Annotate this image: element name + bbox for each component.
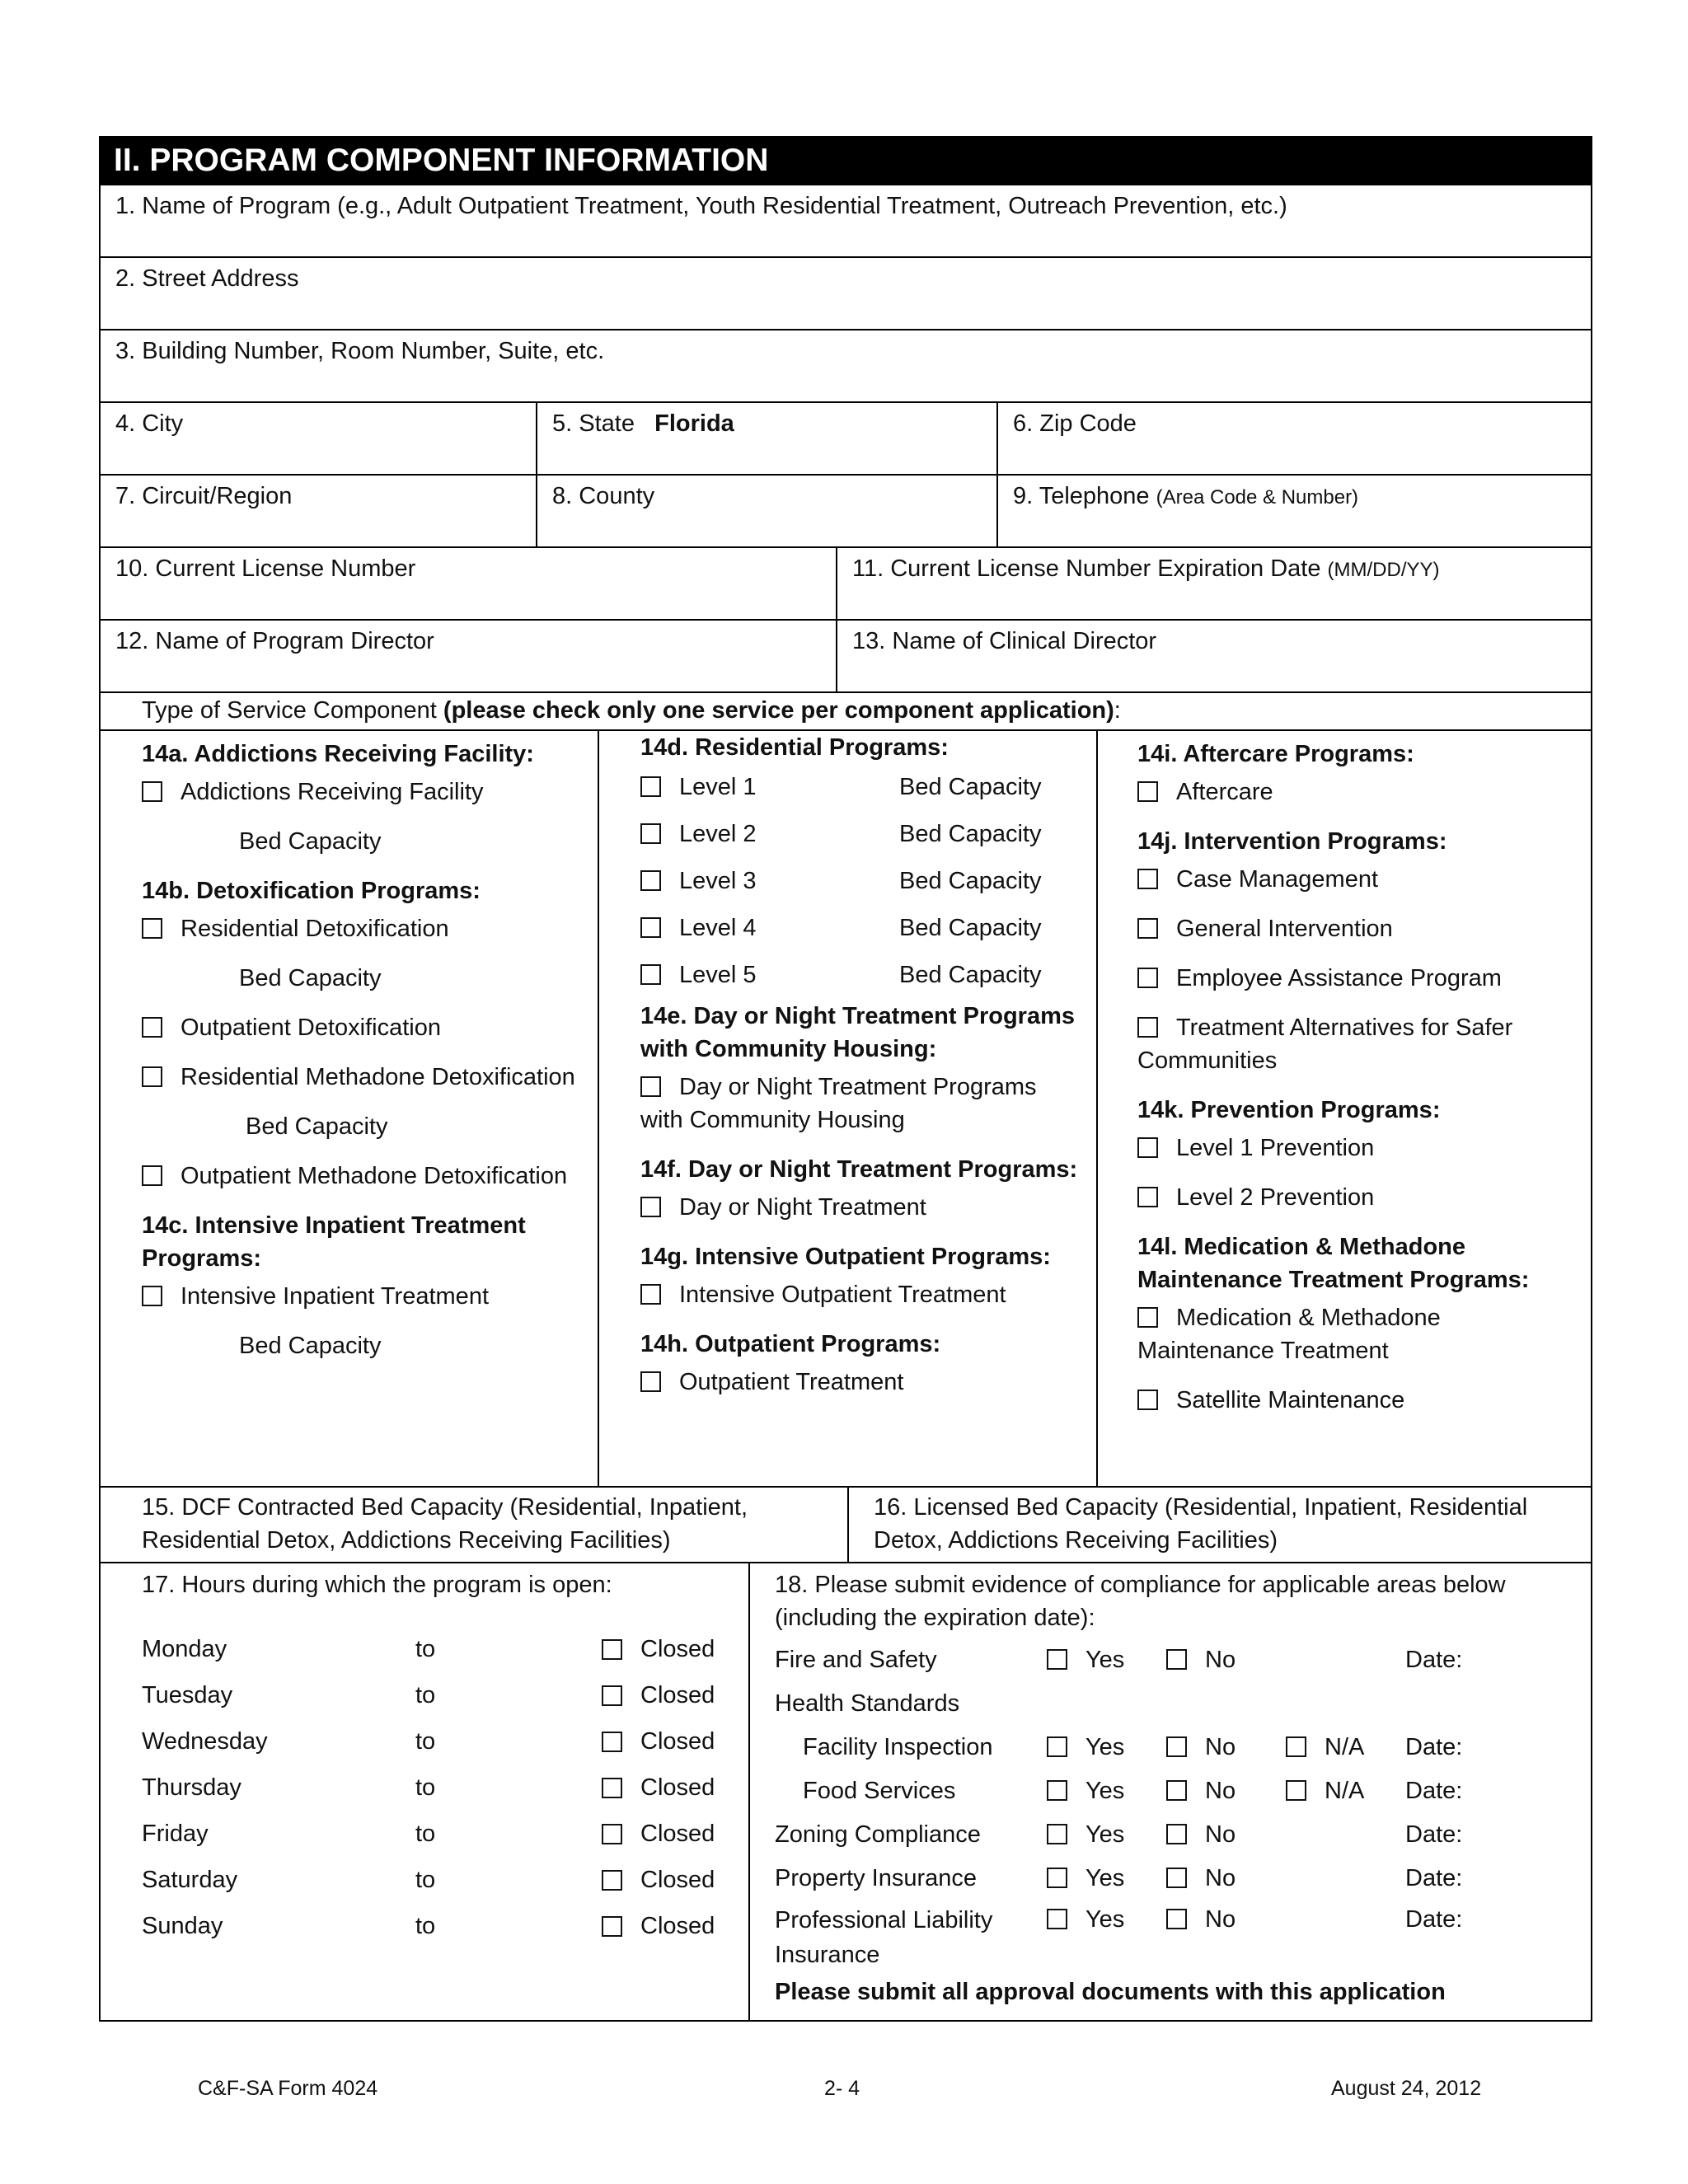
field-row-4 bbox=[101, 403, 1591, 476]
closed-label: Closed bbox=[640, 1774, 715, 1801]
service-column-3 bbox=[1096, 731, 1591, 1486]
option-day-night-housing[interactable] bbox=[640, 1071, 1083, 1137]
field-row-5 bbox=[101, 476, 1591, 548]
option-day-night[interactable] bbox=[640, 1191, 1083, 1224]
date-label: Date: bbox=[1405, 1821, 1463, 1848]
zip-code-field[interactable] bbox=[996, 403, 1591, 474]
to-label: to bbox=[415, 1728, 436, 1755]
to-label: to bbox=[415, 1867, 436, 1893]
checkbox[interactable] bbox=[640, 776, 661, 797]
yes-label: Yes bbox=[1085, 1864, 1125, 1891]
compliance-food-services bbox=[775, 1769, 1582, 1812]
heading-14e: 14e. Day or Night Treatment Programs with Community Housing: bbox=[640, 1003, 1075, 1062]
closed-label: Closed bbox=[640, 1913, 715, 1939]
compliance-item-label: Facility Inspection bbox=[803, 1733, 993, 1760]
option-label: General Intervention bbox=[1176, 916, 1393, 942]
zip-code-label: 6. Zip Code bbox=[1013, 410, 1137, 437]
heading-14l: 14l. Medication & Methadone Maintenance Treatment Programs: bbox=[1137, 1234, 1530, 1293]
option-label: Day or Night Treatment bbox=[679, 1194, 926, 1221]
option-level-4[interactable] bbox=[640, 912, 1083, 944]
option-level-1[interactable] bbox=[640, 771, 1083, 804]
day-label: Saturday bbox=[142, 1867, 238, 1893]
clinical-director-field[interactable] bbox=[836, 621, 1591, 691]
closed-checkbox[interactable] bbox=[602, 1685, 622, 1706]
license-number-label: 10. Current License Number bbox=[115, 555, 416, 582]
checkbox[interactable] bbox=[640, 823, 661, 844]
no-label: No bbox=[1205, 1777, 1236, 1804]
closed-checkbox[interactable] bbox=[602, 1732, 622, 1752]
checkbox[interactable] bbox=[640, 1197, 661, 1217]
option-label: Addictions Receiving Facility bbox=[181, 779, 484, 805]
field-row-1 bbox=[101, 185, 1591, 258]
no-checkbox[interactable] bbox=[1166, 1868, 1187, 1888]
no-label: No bbox=[1205, 1733, 1236, 1760]
to-label: to bbox=[415, 1913, 436, 1939]
day-label: Friday bbox=[142, 1821, 209, 1847]
option-general-intervention[interactable] bbox=[1137, 912, 1578, 945]
option-outpatient-detox[interactable] bbox=[142, 1011, 584, 1044]
telephone-label: 9. Telephone bbox=[1013, 483, 1150, 509]
checkbox[interactable] bbox=[1137, 968, 1158, 988]
checkbox[interactable] bbox=[142, 1066, 162, 1087]
checkbox[interactable] bbox=[640, 917, 661, 938]
option-label: Level 2 bbox=[679, 821, 757, 847]
option-label: Medication & Methadone Maintenance Treatment bbox=[1137, 1305, 1441, 1364]
date-label: Date: bbox=[1405, 1646, 1463, 1673]
checkbox[interactable] bbox=[1137, 1017, 1158, 1038]
checkbox[interactable] bbox=[142, 1286, 162, 1306]
checkbox[interactable] bbox=[1137, 869, 1158, 889]
no-checkbox[interactable] bbox=[1166, 1649, 1187, 1670]
city-label: 4. City bbox=[115, 410, 184, 437]
to-label: to bbox=[415, 1682, 436, 1708]
service-type-prefix: Type of Service Component bbox=[142, 697, 443, 724]
bed-capacity-label: Bed Capacity bbox=[899, 868, 1042, 894]
option-label: Satellite Maintenance bbox=[1176, 1387, 1405, 1413]
bed-capacity-label: Bed Capacity bbox=[239, 828, 382, 855]
hours-row-wednesday[interactable] bbox=[142, 1718, 740, 1765]
street-address-label: 2. Street Address bbox=[115, 265, 299, 292]
compliance-facility-inspection bbox=[775, 1725, 1582, 1769]
compliance-note: Please submit all approval documents with this application bbox=[775, 1979, 1446, 2005]
option-label: Outpatient Methadone Detoxification bbox=[181, 1163, 568, 1189]
no-label: No bbox=[1205, 1646, 1236, 1673]
compliance-zoning bbox=[775, 1812, 1582, 1856]
checkbox[interactable] bbox=[1137, 1137, 1158, 1158]
hours-row-thursday[interactable] bbox=[142, 1765, 740, 1811]
option-label: Outpatient Detoxification bbox=[181, 1015, 441, 1041]
hours-row-sunday[interactable] bbox=[142, 1903, 740, 1949]
checkbox[interactable] bbox=[1137, 1307, 1158, 1328]
street-address-field[interactable] bbox=[101, 258, 1591, 329]
field-row-7 bbox=[101, 621, 1591, 693]
checkbox[interactable] bbox=[640, 1284, 661, 1305]
compliance-item-label: Fire and Safety bbox=[775, 1646, 937, 1673]
checkbox[interactable] bbox=[1137, 918, 1158, 939]
option-label: Level 5 bbox=[679, 962, 757, 988]
form-frame bbox=[99, 185, 1592, 2022]
day-label: Tuesday bbox=[142, 1682, 233, 1708]
bed-capacity-row bbox=[101, 1488, 1591, 1563]
heading-14a: 14a. Addictions Receiving Facility: bbox=[142, 741, 534, 767]
hours-row-tuesday[interactable] bbox=[142, 1672, 740, 1718]
service-column-2 bbox=[598, 731, 1096, 1486]
day-label: Monday bbox=[142, 1636, 227, 1662]
compliance-section bbox=[748, 1563, 1591, 2020]
service-column-1 bbox=[101, 731, 598, 1486]
program-name-field[interactable] bbox=[101, 185, 1591, 256]
program-director-label: 12. Name of Program Director bbox=[115, 628, 434, 654]
checkbox[interactable] bbox=[142, 781, 162, 802]
compliance-property-insurance bbox=[775, 1856, 1582, 1900]
section-title: II. PROGRAM COMPONENT INFORMATION bbox=[99, 136, 1592, 185]
checkbox[interactable] bbox=[640, 870, 661, 891]
compliance-title: 18. Please submit evidence of compliance for applicable areas below (including the expiration date): bbox=[775, 1572, 1506, 1631]
service-type-row bbox=[101, 693, 1591, 731]
option-label: Employee Assistance Program bbox=[1176, 965, 1502, 991]
state-value: Florida bbox=[654, 410, 734, 437]
option-tasc[interactable] bbox=[1137, 1011, 1578, 1077]
compliance-fire-safety bbox=[775, 1638, 1582, 1681]
hours-title: 17. Hours during which the program is open: bbox=[142, 1572, 612, 1598]
checkbox[interactable] bbox=[1137, 781, 1158, 802]
service-type-suffix: : bbox=[1114, 697, 1121, 724]
yes-checkbox[interactable] bbox=[1047, 1909, 1067, 1929]
closed-checkbox[interactable] bbox=[602, 1824, 622, 1844]
closed-label: Closed bbox=[640, 1728, 715, 1755]
option-label: Intensive Outpatient Treatment bbox=[679, 1282, 1006, 1308]
na-label: N/A bbox=[1325, 1777, 1365, 1804]
field-row-2 bbox=[101, 258, 1591, 330]
licensed-bed-capacity-label: 16. Licensed Bed Capacity (Residential, Inpatient, Residential Detox, Addictions Receiving Facilities) bbox=[874, 1494, 1528, 1554]
program-component-form bbox=[99, 136, 1592, 2022]
heading-14f: 14f. Day or Night Treatment Programs: bbox=[640, 1156, 1078, 1183]
hours-row-saturday[interactable] bbox=[142, 1857, 740, 1903]
no-checkbox[interactable] bbox=[1166, 1909, 1187, 1929]
date-label: Date: bbox=[1405, 1906, 1463, 1933]
state-field[interactable] bbox=[536, 403, 996, 474]
option-employee-assistance[interactable] bbox=[1137, 962, 1578, 995]
city-field[interactable] bbox=[101, 403, 536, 474]
county-field[interactable] bbox=[536, 476, 996, 546]
option-level-3[interactable] bbox=[640, 865, 1083, 898]
option-medication-methadone[interactable] bbox=[1137, 1301, 1578, 1367]
service-components bbox=[101, 731, 1591, 1488]
option-label: Intensive Inpatient Treatment bbox=[181, 1283, 489, 1310]
day-label: Sunday bbox=[142, 1913, 223, 1939]
closed-checkbox[interactable] bbox=[602, 1639, 622, 1660]
circuit-region-field[interactable] bbox=[101, 476, 536, 546]
heading-14b: 14b. Detoxification Programs: bbox=[142, 878, 481, 904]
option-label: Case Management bbox=[1176, 866, 1379, 893]
compliance-item-label: Food Services bbox=[803, 1777, 956, 1804]
checkbox[interactable] bbox=[142, 918, 162, 939]
license-expiration-hint: (MM/DD/YY) bbox=[1327, 559, 1440, 581]
heading-14g: 14g. Intensive Outpatient Programs: bbox=[640, 1244, 1051, 1270]
option-level-5[interactable] bbox=[640, 958, 1083, 991]
no-checkbox[interactable] bbox=[1166, 1824, 1187, 1844]
heading-14i: 14i. Aftercare Programs: bbox=[1137, 741, 1414, 767]
yes-checkbox[interactable] bbox=[1047, 1736, 1067, 1757]
checkbox[interactable] bbox=[142, 1165, 162, 1186]
bed-capacity-label: Bed Capacity bbox=[239, 965, 382, 991]
yes-label: Yes bbox=[1085, 1646, 1125, 1673]
option-label: Aftercare bbox=[1176, 779, 1273, 805]
day-label: Wednesday bbox=[142, 1728, 268, 1755]
option-residential-methadone[interactable] bbox=[142, 1061, 584, 1094]
field-row-3 bbox=[101, 330, 1591, 403]
option-intensive-outpatient[interactable] bbox=[640, 1278, 1083, 1311]
compliance-item-label: Property Insurance bbox=[775, 1864, 978, 1891]
building-number-label: 3. Building Number, Room Number, Suite, etc. bbox=[115, 338, 605, 364]
compliance-item-label: Professional Liability Insurance bbox=[775, 1907, 993, 1968]
compliance-health-standards bbox=[775, 1681, 1582, 1725]
checkbox[interactable] bbox=[1137, 1390, 1158, 1410]
day-label: Thursday bbox=[142, 1774, 241, 1801]
dcf-contracted-bed-capacity-field[interactable] bbox=[101, 1488, 847, 1562]
yes-label: Yes bbox=[1085, 1821, 1125, 1848]
telephone-hint: (Area Code & Number) bbox=[1156, 486, 1359, 509]
na-label: N/A bbox=[1325, 1733, 1365, 1760]
bed-capacity-label: Bed Capacity bbox=[899, 821, 1042, 847]
heading-14k: 14k. Prevention Programs: bbox=[1137, 1097, 1441, 1123]
option-label: Level 3 bbox=[679, 868, 757, 894]
checkbox[interactable] bbox=[1137, 1187, 1158, 1207]
option-label: Level 2 Prevention bbox=[1176, 1184, 1375, 1211]
circuit-region-label: 7. Circuit/Region bbox=[115, 483, 293, 509]
checkbox[interactable] bbox=[640, 964, 661, 985]
option-case-management[interactable] bbox=[1137, 863, 1578, 896]
checkbox[interactable] bbox=[142, 1017, 162, 1038]
footer-date: August 24, 2012 bbox=[1331, 2077, 1482, 2100]
no-checkbox[interactable] bbox=[1166, 1780, 1187, 1801]
closed-checkbox[interactable] bbox=[602, 1870, 622, 1891]
county-label: 8. County bbox=[552, 483, 655, 509]
telephone-field[interactable] bbox=[996, 476, 1591, 546]
license-expiration-field[interactable] bbox=[836, 548, 1591, 619]
option-level-2[interactable] bbox=[640, 818, 1083, 851]
option-label: Outpatient Treatment bbox=[679, 1369, 904, 1395]
heading-14j: 14j. Intervention Programs: bbox=[1137, 828, 1447, 855]
option-level-2-prevention[interactable] bbox=[1137, 1181, 1578, 1214]
hours-compliance-row bbox=[101, 1563, 1591, 2020]
hours-row-friday[interactable] bbox=[142, 1811, 740, 1857]
bed-capacity-label: Bed Capacity bbox=[899, 962, 1042, 988]
closed-checkbox[interactable] bbox=[602, 1916, 622, 1937]
hours-section bbox=[101, 1563, 748, 2020]
yes-label: Yes bbox=[1085, 1777, 1125, 1804]
yes-checkbox[interactable] bbox=[1047, 1868, 1067, 1888]
yes-checkbox[interactable] bbox=[1047, 1649, 1067, 1670]
to-label: to bbox=[415, 1774, 436, 1801]
footer-page-number: 2- 4 bbox=[824, 2077, 860, 2100]
option-satellite-maintenance[interactable] bbox=[1137, 1384, 1578, 1417]
option-label: Level 1 bbox=[679, 774, 757, 800]
heading-14h: 14h. Outpatient Programs: bbox=[640, 1331, 941, 1357]
state-label: 5. State bbox=[552, 410, 635, 437]
bed-capacity-label: Bed Capacity bbox=[899, 774, 1042, 800]
clinical-director-label: 13. Name of Clinical Director bbox=[852, 628, 1157, 654]
na-checkbox[interactable] bbox=[1286, 1780, 1306, 1801]
bed-capacity-label: Bed Capacity bbox=[899, 915, 1042, 941]
option-outpatient[interactable] bbox=[640, 1366, 1083, 1399]
no-label: No bbox=[1205, 1906, 1236, 1933]
heading-14c: 14c. Intensive Inpatient Treatment Programs: bbox=[142, 1212, 526, 1272]
yes-label: Yes bbox=[1085, 1733, 1125, 1760]
heading-14d: 14d. Residential Programs: bbox=[640, 734, 949, 761]
yes-checkbox[interactable] bbox=[1047, 1824, 1067, 1844]
date-label: Date: bbox=[1405, 1777, 1463, 1804]
no-label: No bbox=[1205, 1864, 1236, 1891]
checkbox[interactable] bbox=[640, 1076, 661, 1097]
date-label: Date: bbox=[1405, 1864, 1463, 1891]
program-director-field[interactable] bbox=[101, 621, 836, 691]
closed-checkbox[interactable] bbox=[602, 1778, 622, 1798]
yes-checkbox[interactable] bbox=[1047, 1780, 1067, 1801]
closed-label: Closed bbox=[640, 1867, 715, 1893]
option-aftercare[interactable] bbox=[1137, 776, 1578, 808]
option-label: Day or Night Treatment Programs with Community Housing bbox=[640, 1074, 1037, 1133]
option-label: Level 1 Prevention bbox=[1176, 1135, 1375, 1161]
option-label: Residential Detoxification bbox=[181, 916, 449, 942]
no-label: No bbox=[1205, 1821, 1236, 1848]
closed-label: Closed bbox=[640, 1636, 715, 1662]
license-expiration-label: 11. Current License Number Expiration Date bbox=[852, 555, 1321, 582]
license-number-field[interactable] bbox=[101, 548, 836, 619]
checkbox[interactable] bbox=[640, 1371, 661, 1392]
na-checkbox[interactable] bbox=[1286, 1736, 1306, 1757]
option-label: Level 4 bbox=[679, 915, 757, 941]
dcf-contracted-bed-capacity-label: 15. DCF Contracted Bed Capacity (Residential, Inpatient, Residential Detox, Addictions Receiving Facilities) bbox=[142, 1494, 748, 1554]
option-label: Residential Methadone Detoxification bbox=[181, 1064, 575, 1090]
hours-row-monday[interactable] bbox=[142, 1626, 740, 1672]
no-checkbox[interactable] bbox=[1166, 1736, 1187, 1757]
option-residential-detox[interactable] bbox=[142, 912, 584, 945]
to-label: to bbox=[415, 1636, 436, 1662]
program-name-label: 1. Name of Program (e.g., Adult Outpatient Treatment, Youth Residential Treatment, Outreach Prevention, etc.) bbox=[115, 193, 1287, 219]
building-number-field[interactable] bbox=[101, 330, 1591, 401]
to-label: to bbox=[415, 1821, 436, 1847]
closed-label: Closed bbox=[640, 1821, 715, 1847]
yes-label: Yes bbox=[1085, 1906, 1125, 1933]
compliance-professional-liability bbox=[775, 1900, 1582, 1969]
bed-capacity-label: Bed Capacity bbox=[246, 1113, 388, 1140]
closed-label: Closed bbox=[640, 1682, 715, 1708]
bed-capacity-label: Bed Capacity bbox=[239, 1333, 382, 1359]
licensed-bed-capacity-field[interactable] bbox=[847, 1488, 1591, 1562]
compliance-item-label: Health Standards bbox=[775, 1690, 960, 1717]
service-type-emphasis: (please check only one service per component application) bbox=[443, 697, 1114, 724]
option-level-1-prevention[interactable] bbox=[1137, 1132, 1578, 1165]
service-type-instruction bbox=[101, 693, 1121, 729]
date-label: Date: bbox=[1405, 1733, 1463, 1760]
option-label: Treatment Alternatives for Safer Communities bbox=[1137, 1015, 1513, 1074]
footer-form-number: C&F-SA Form 4024 bbox=[198, 2077, 378, 2100]
compliance-item-label: Zoning Compliance bbox=[775, 1821, 981, 1848]
option-intensive-inpatient[interactable] bbox=[142, 1280, 584, 1313]
option-arf[interactable] bbox=[142, 776, 584, 808]
field-row-6 bbox=[101, 548, 1591, 621]
option-outpatient-methadone[interactable] bbox=[142, 1160, 584, 1193]
